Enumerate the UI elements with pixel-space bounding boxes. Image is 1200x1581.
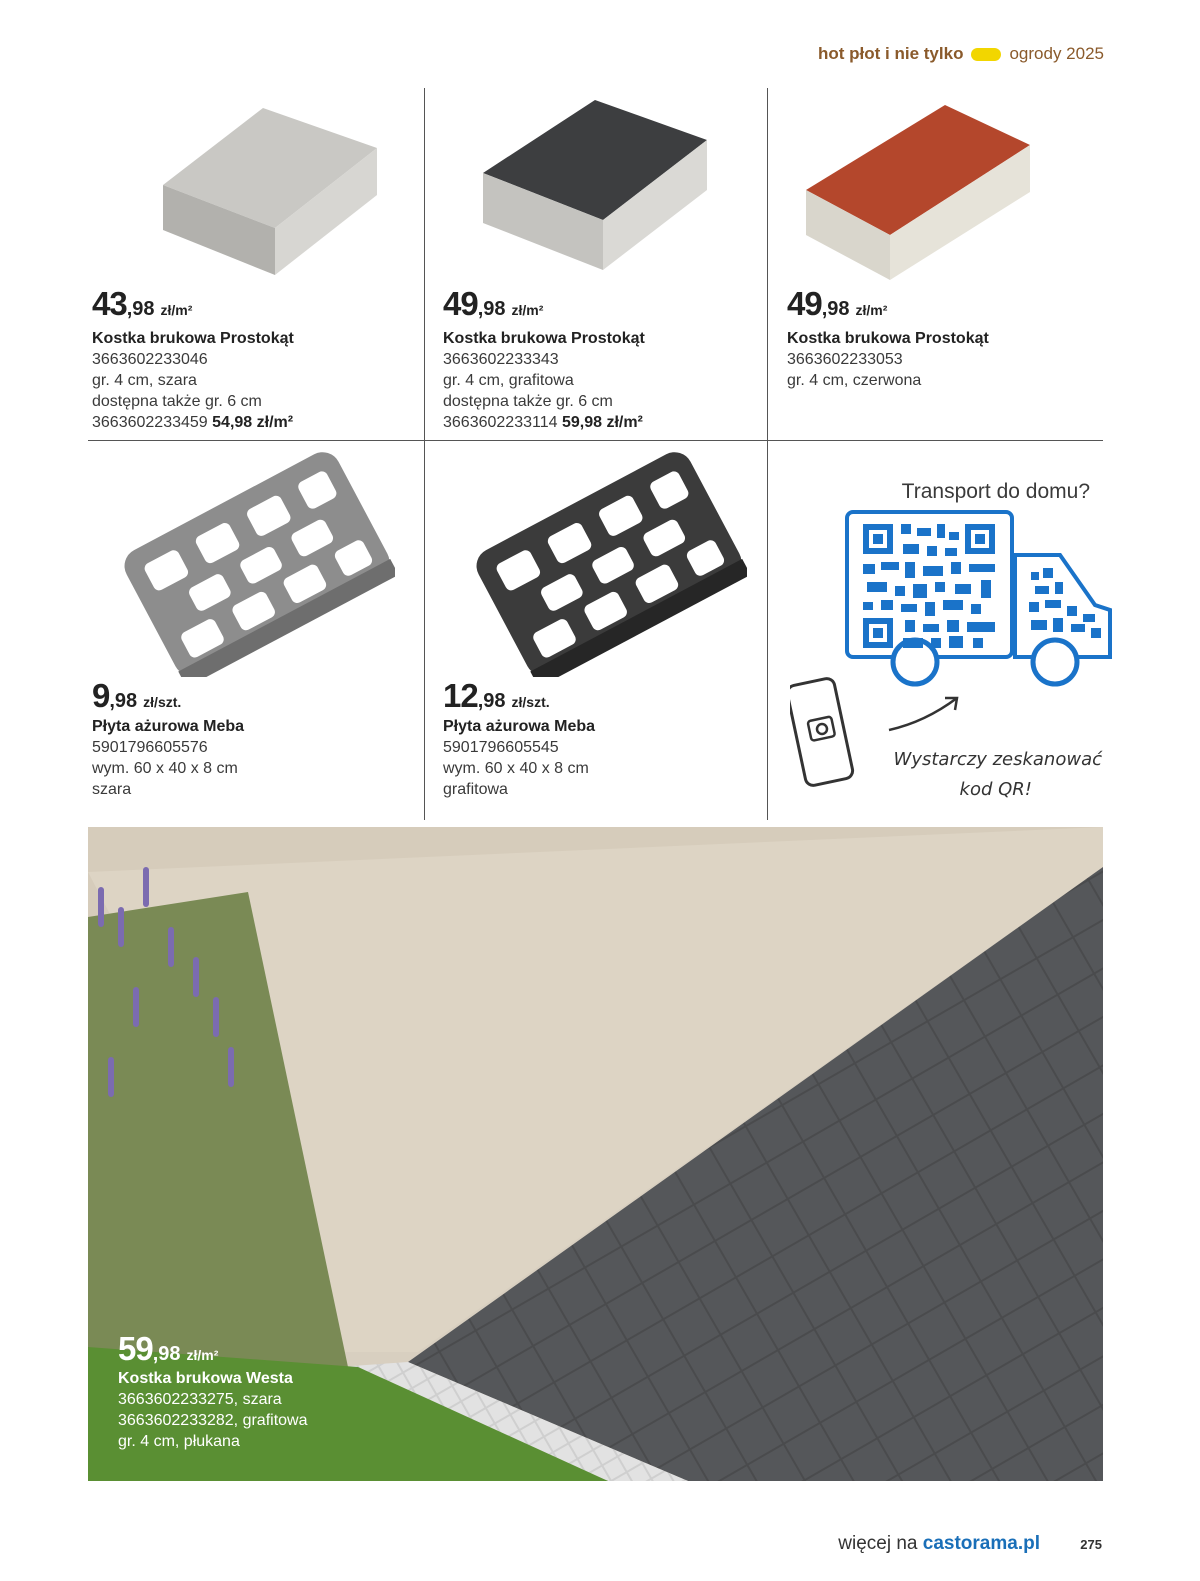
product-price: 49 ,98 zł/m² bbox=[443, 285, 544, 322]
product-extra: dostępna także gr. 6 cm bbox=[92, 393, 262, 410]
delivery-truck-qr-icon[interactable] bbox=[845, 510, 1115, 690]
product-desc: wym. 60 x 40 x 8 cm bbox=[443, 760, 589, 777]
product-image-paver-graphite bbox=[475, 95, 715, 275]
catalog-name: ogrody 2025 bbox=[1009, 44, 1104, 63]
footer-more-text: więcej na bbox=[838, 1533, 918, 1554]
footer-link[interactable] bbox=[838, 1533, 1040, 1555]
feature-product-info bbox=[118, 1330, 308, 1452]
product-desc: gr. 4 cm, czerwona bbox=[787, 372, 922, 389]
grid-divider bbox=[767, 88, 768, 820]
product-code: 3663602233046 bbox=[92, 351, 208, 368]
product-name: Płyta ażurowa Meba bbox=[443, 718, 596, 735]
product-image-paver-red bbox=[800, 100, 1035, 285]
product-name: Kostka brukowa Prostokąt bbox=[443, 330, 645, 347]
product-code: 5901796605545 bbox=[443, 739, 559, 756]
qr-hint-line-2: kod QR! bbox=[959, 779, 1032, 800]
page-number: 275 bbox=[1080, 1537, 1102, 1552]
product-image-grass-grid-grey bbox=[120, 452, 395, 677]
product-info bbox=[92, 328, 294, 433]
grid-divider bbox=[424, 88, 425, 820]
product-code: 3663602233053 bbox=[787, 351, 903, 368]
product-desc: wym. 60 x 40 x 8 cm bbox=[92, 760, 238, 777]
product-extra: dostępna także gr. 6 cm bbox=[443, 393, 613, 410]
qr-hint bbox=[840, 745, 1102, 805]
product-alt-line: 3663602233114 59,98 zł/m² bbox=[443, 414, 643, 431]
product-image-grass-grid-graphite bbox=[472, 452, 747, 677]
product-code: 5901796605576 bbox=[92, 739, 208, 756]
product-code-2: 3663602233282, grafitowa bbox=[118, 1412, 308, 1429]
product-extra: grafitowa bbox=[443, 781, 508, 798]
product-desc: gr. 4 cm, grafitowa bbox=[443, 372, 574, 389]
section-category: hot płot i nie tylko bbox=[818, 44, 964, 63]
product-name: Kostka brukowa Prostokąt bbox=[787, 330, 989, 347]
grid-divider bbox=[88, 440, 1103, 441]
product-price: 12 ,98 zł/szt. bbox=[443, 677, 550, 714]
product-info bbox=[443, 716, 595, 800]
product-info bbox=[92, 716, 244, 800]
product-code: 3663602233343 bbox=[443, 351, 559, 368]
product-info bbox=[443, 328, 645, 433]
qr-title: Transport do domu? bbox=[901, 480, 1090, 503]
product-price: 49 ,98 zł/m² bbox=[787, 285, 888, 322]
product-name: Kostka brukowa Prostokąt bbox=[92, 330, 294, 347]
arrow-icon bbox=[885, 692, 965, 737]
product-code-1: 3663602233275, szara bbox=[118, 1391, 282, 1408]
section-pill-marker bbox=[971, 48, 1001, 61]
product-desc: gr. 4 cm, szara bbox=[92, 372, 197, 389]
product-name: Płyta ażurowa Meba bbox=[92, 718, 245, 735]
product-price: 43 ,98 zł/m² bbox=[92, 285, 193, 322]
product-alt-line: 3663602233459 54,98 zł/m² bbox=[92, 414, 294, 431]
qr-transport-promo bbox=[790, 470, 1120, 820]
footer-site-link[interactable]: castorama.pl bbox=[922, 1533, 1040, 1554]
product-price: 9 ,98 zł/szt. bbox=[92, 677, 182, 714]
page-header bbox=[818, 44, 1104, 64]
product-price: 59 ,98 zł/m² bbox=[118, 1330, 219, 1367]
qr-hint-line-1: Wystarczy zeskanować bbox=[893, 749, 1102, 770]
product-name: Kostka brukowa Westa bbox=[118, 1370, 293, 1387]
product-desc: gr. 4 cm, płukana bbox=[118, 1433, 240, 1450]
product-image-paver-grey bbox=[155, 100, 380, 280]
product-info bbox=[787, 328, 989, 391]
product-extra: szara bbox=[92, 781, 132, 798]
